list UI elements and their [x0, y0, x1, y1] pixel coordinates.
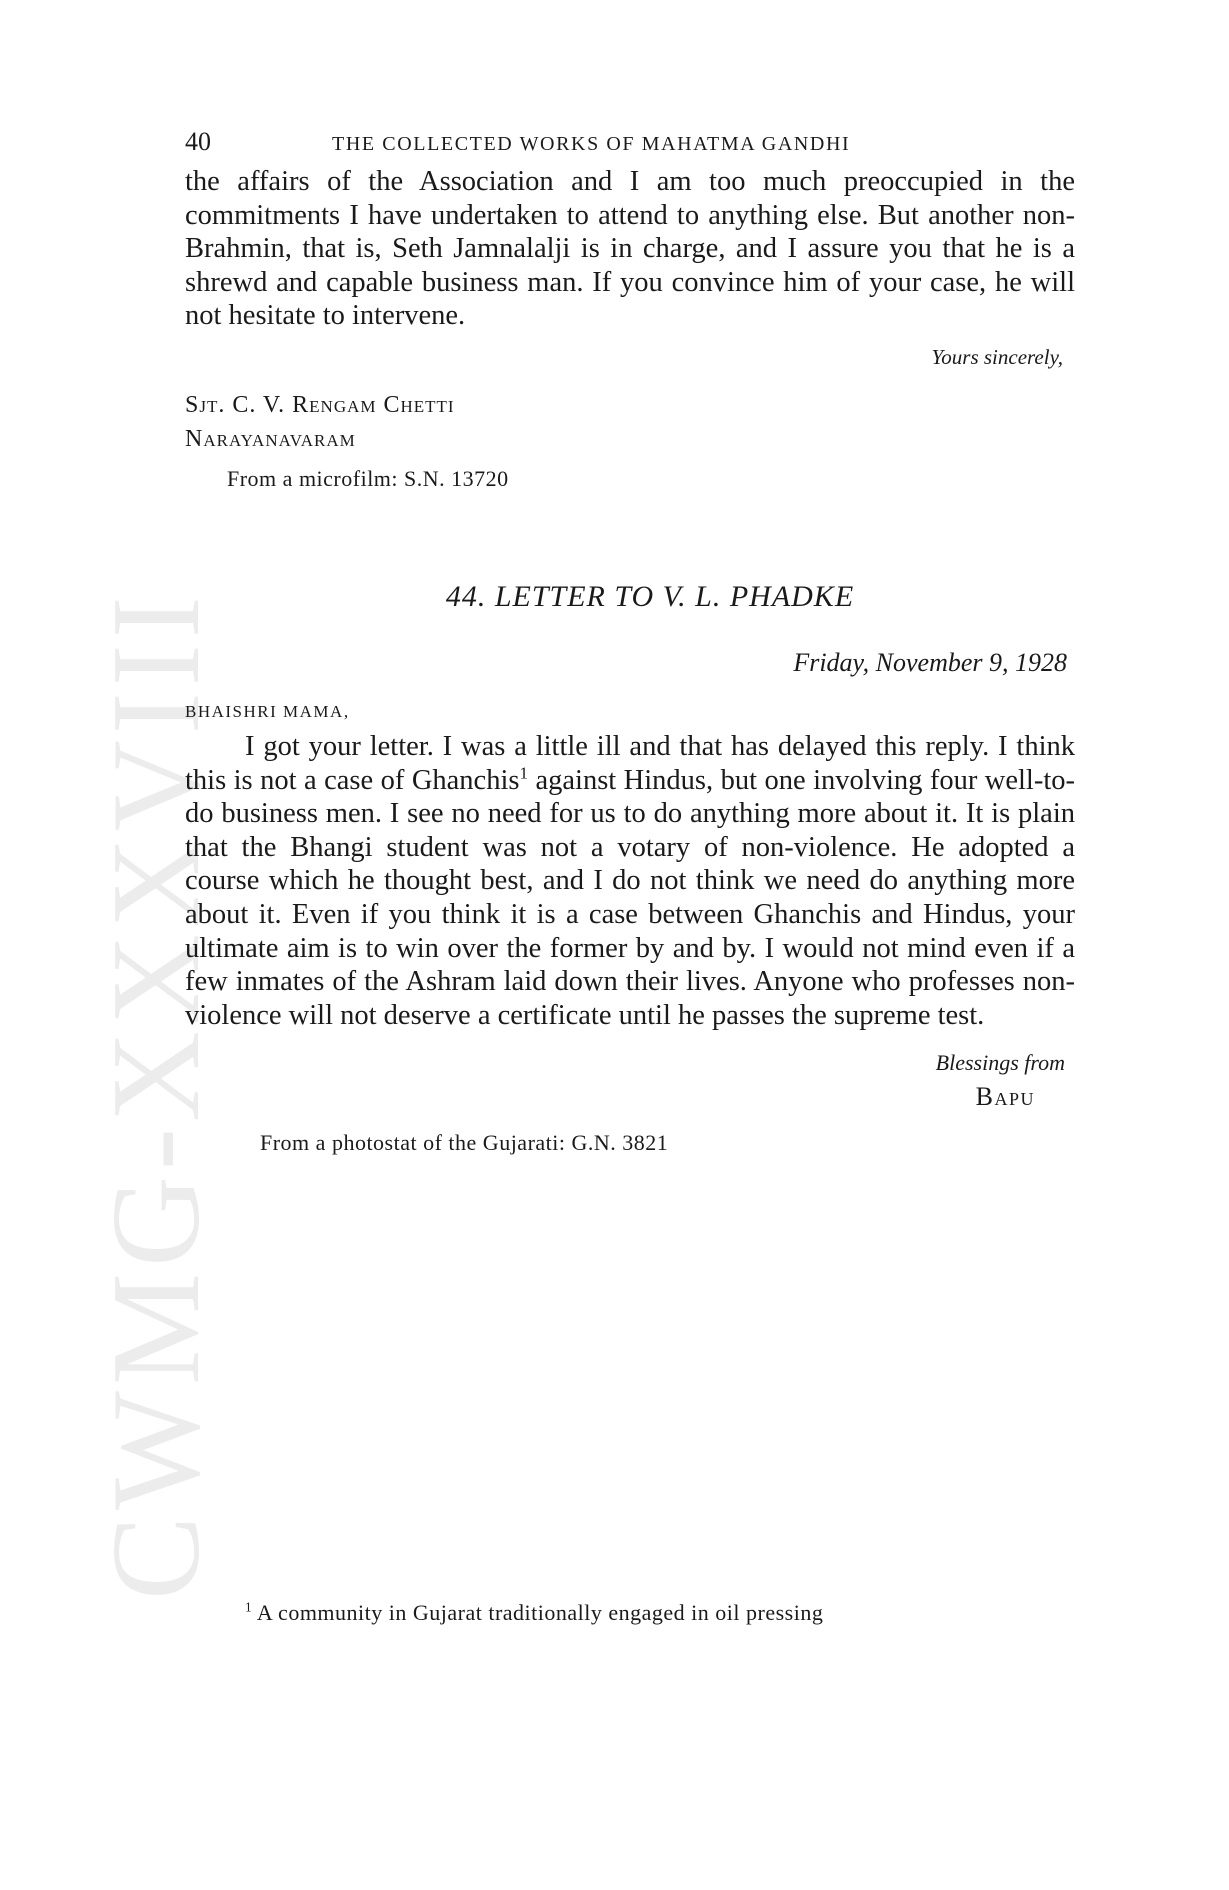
letter-heading: 44. LETTER TO V. L. PHADKE — [445, 579, 855, 613]
addressee-name: Sjt. C. V. Rengam Chetti — [185, 391, 455, 418]
book-title: THE COLLECTED WORKS OF MAHATMA GANDHI — [332, 133, 851, 155]
signoff-block — [185, 1050, 1075, 1112]
blessing-line: Blessings from — [935, 1050, 1065, 1076]
letter-date: Friday, November 9, 1928 — [793, 647, 1067, 677]
source-citation-2: From a photostat of the Gujarati: G.N. 3821 — [260, 1130, 669, 1156]
letter-salutation: BHAISHRI MAMA, — [185, 701, 350, 721]
footnote — [245, 1600, 823, 1626]
footnote-text: A community in Gujarat traditionally engaged in oil pressing — [252, 1600, 824, 1625]
letter-body-part2: against Hindus, but one involving four well-to-do business men. I see no need for us to do anything more about it. It is plain that the Bhangi student was not a votary of non-violence. He adopted a course which he thought best, and I do not think we need do anything more about it. Even if you think it is a case between Ghanchis and Hindus, your ultimate aim is to win over the former by and by. I would not mind even if a few inmates of the Ashram laid down their lives. Anyone who professes non-violence will not deserve a certificate until he passes the supreme test. — [185, 764, 1075, 1031]
letter-body-part1: I got your letter. I was a little ill and that has delayed this reply. I think this is not a case of Ghanchis — [185, 730, 1075, 796]
letter-body — [185, 730, 1075, 1032]
page-number: 40 — [185, 127, 211, 156]
previous-letter-body: the affairs of the Association and I am too much preoccupied in the commitments I have undertaken to attend to anything else. But another non-Brahmin, that is, Seth Jamnalalji is in charge, and I assure you that he is a shrewd and capable business man. If you convince him of your case, he will not hesitate to intervene. — [185, 166, 1075, 332]
watermark: CWMG-XXXVIII — [87, 590, 226, 1600]
page-content — [185, 125, 1075, 1156]
addressee-place: Narayanavaram — [185, 425, 356, 452]
signature: Bapu — [975, 1082, 1035, 1112]
closing-salutation: Yours sincerely, — [931, 344, 1063, 369]
footnote-marker: 1 — [245, 1599, 253, 1615]
source-citation: From a microfilm: S.N. 13720 — [227, 465, 509, 491]
footnote-reference[interactable]: 1 — [519, 763, 529, 783]
running-head — [185, 125, 1075, 165]
addressee-block — [185, 388, 1075, 456]
